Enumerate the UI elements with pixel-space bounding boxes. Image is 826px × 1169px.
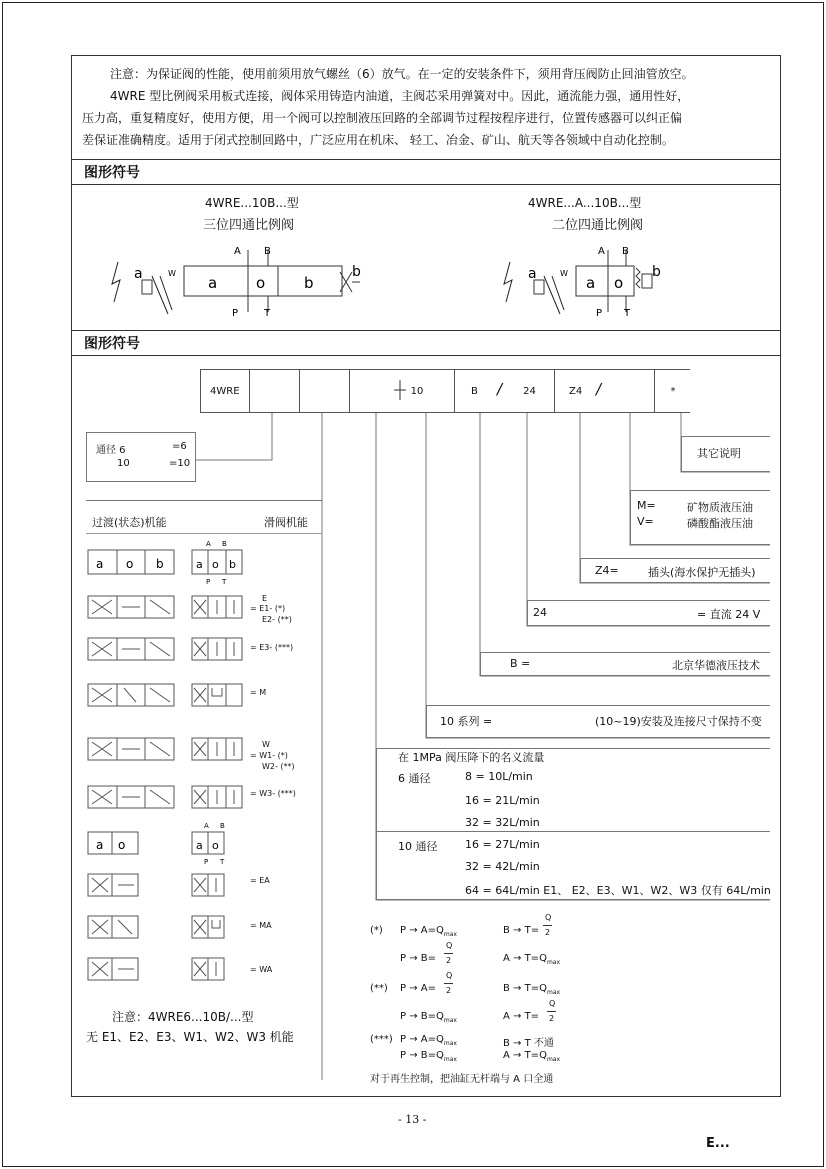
fn-pos-o2: o <box>212 558 219 571</box>
fraction-num: Q <box>549 999 556 1008</box>
regen-note: 对于再生控制，把油缸无杆端与 A 口全通 <box>370 1074 554 1085</box>
fraction-bar <box>444 983 453 984</box>
symbol-left-name: 三位四通比例阀 <box>203 218 295 233</box>
fraction-num: Q <box>446 941 453 950</box>
divider <box>86 533 322 534</box>
brand-key: B = <box>510 657 531 670</box>
fn-label-e2: E2- (**) <box>262 615 292 624</box>
label-port-a: A <box>598 246 605 257</box>
flow-title: 在 1MPa 阀压降下的名义流量 <box>398 751 545 764</box>
flow-d10-row: 32 = 42L/min <box>465 860 540 873</box>
formula-3b: $B \to T=Q_{max}$ <box>503 983 561 996</box>
formula-mark-3: (***) <box>370 1034 393 1045</box>
fn-label-ma: = MA <box>250 921 272 930</box>
fn2-pos-a2: a <box>196 839 203 852</box>
flow-d10-label: 10 通径 <box>398 840 438 853</box>
label-side-a: a <box>134 266 143 282</box>
label-pos-o: o <box>256 274 266 292</box>
fraction-den: 2 <box>446 986 452 995</box>
size-label-6: 通径 6 <box>96 445 126 456</box>
fn-pos-a2: a <box>196 558 203 571</box>
fn-port-a: A <box>206 540 211 548</box>
fraction-den: 2 <box>545 928 551 937</box>
formula-4a: $P \to B=Q_{max}$ <box>400 1011 457 1024</box>
label-pos-b: b <box>304 274 314 292</box>
code-cell-other: * <box>670 385 676 397</box>
flow-d6-label: 6 通径 <box>398 772 431 785</box>
label-port-b: B <box>622 246 629 257</box>
fn2-port-b: B <box>220 822 225 830</box>
code-slash-2: / <box>596 380 602 398</box>
label-port-t: T <box>264 308 271 319</box>
fn2-pos-o: o <box>118 838 126 852</box>
intro-line-4: 差保证准确精度。适用于闭式控制回路中，广泛应用在机床、 轻工、冶金、矿山、航天等各领域中自动化控制。 <box>82 133 674 147</box>
formula-6a: $P \to B=Q_{max}$ <box>400 1050 457 1063</box>
formula-1b: B → T= <box>503 925 540 936</box>
flow-d6-row: 8 = 10L/min <box>465 770 533 783</box>
functions-head-spool: 滑阀机能 <box>264 516 308 529</box>
size-box <box>86 432 196 482</box>
function-positions-row <box>86 536 266 586</box>
intro-line-2: 4WRE 型比例阀采用板式连接，阀体采用铸造内油道，主阀芯采用弹簧对中。因此，通流能力强，通用性好， <box>110 89 690 103</box>
plug-value: 插头(海水保护无插头) <box>648 566 756 579</box>
symbol-right-name: 二位四通比例阀 <box>552 218 644 233</box>
size-eq-10: =10 <box>169 458 191 469</box>
formula-5a: $P \to A=Q_{max}$ <box>400 1034 457 1047</box>
label-spring-w: W <box>168 269 176 278</box>
fraction-den: 2 <box>446 956 452 965</box>
divider <box>376 831 770 832</box>
code-cell-brand: B <box>471 385 478 397</box>
fn-label-w2: W2- (**) <box>262 762 295 771</box>
formula-2a: P → B= <box>400 953 437 964</box>
fn-label-e3: = E3- (***) <box>250 643 294 652</box>
label-pos-o: o <box>614 274 624 292</box>
fraction-bar <box>543 925 552 926</box>
symbol-left-model: 4WRE...10B...型 <box>205 196 299 210</box>
fraction-bar <box>547 1011 556 1012</box>
fn-label-e: E <box>262 594 268 603</box>
fn-label-m: = M <box>250 688 267 697</box>
fn-label-w1: = W1- (*) <box>250 751 288 760</box>
flow-d10-row: 16 = 27L/min <box>465 838 540 851</box>
series-value: (10~19)安装及连接尺寸保持不变 <box>595 715 762 728</box>
voltage-key: 24 <box>533 606 547 619</box>
plug-key: Z4= <box>595 564 619 577</box>
fluid-v-key: V= <box>637 515 654 528</box>
label-pos-a: a <box>586 274 596 292</box>
intro-line-1: 注意：为保证阀的性能，使用前须用放气螺丝（6）放气。在一定的安装条件下，须用背压阀防止回油管放空。 <box>110 67 694 81</box>
formula-1a: $P \to A=Q_{max}$ <box>400 925 457 938</box>
flow-d6-row: 32 = 32L/min <box>465 816 540 829</box>
flow-box <box>376 748 770 900</box>
divider <box>86 500 322 501</box>
formula-mark-2: (**) <box>370 983 388 994</box>
fn-port-p: P <box>206 578 211 586</box>
intro-line-3: 压力高，重复精度好，使用方便，用一个阀可以控制液压回路的全部调节过程按程序进行，位置传感器可以纠正偏 <box>82 111 683 125</box>
fn2-port-t: T <box>220 858 225 866</box>
section-title-ordering: 图形符号 <box>84 336 140 352</box>
fn-port-b: B <box>222 540 227 548</box>
code-cell-type: 4WRE <box>200 369 250 413</box>
fraction-num: Q <box>545 913 552 922</box>
function-symbols <box>86 592 256 982</box>
functions-note-1: 注意：4WRE6...10B/...型 <box>112 1010 254 1024</box>
formula-5b: B → T 不通 <box>503 1038 554 1049</box>
label-port-p: P <box>232 308 239 319</box>
fn-label-w3: = W3- (***) <box>250 789 296 798</box>
series-key: 10 系列 = <box>440 715 493 728</box>
formula-4b: A → T= <box>503 1011 540 1022</box>
flow-d6-row: 16 = 21L/min <box>465 794 540 807</box>
formula-2b: $A \to T=Q_{max}$ <box>503 953 561 966</box>
fn2-port-p: P <box>204 858 209 866</box>
fn-pos-o: o <box>126 557 134 571</box>
code-cell-plug: Z4 <box>569 385 583 397</box>
fn-port-t: T <box>222 578 227 586</box>
label-side-b: b <box>652 264 661 280</box>
fluid-v-value: 磷酸酯液压油 <box>687 517 753 530</box>
fraction-bar <box>444 953 453 954</box>
fn-label-ea: = EA <box>250 876 270 885</box>
label-port-b: B <box>264 246 271 257</box>
section-title-symbols: 图形符号 <box>84 165 140 181</box>
fn-pos-b2: b <box>229 558 236 571</box>
label-side-b: b <box>352 264 361 280</box>
label-pos-a: a <box>208 274 218 292</box>
functions-note-2: 无 E1、E2、E3、W1、W2、W3 机能 <box>86 1030 294 1044</box>
label-port-p: P <box>596 308 603 319</box>
size-label-10: 10 <box>117 458 130 469</box>
fn-pos-b: b <box>156 557 164 571</box>
label-port-a: A <box>234 246 241 257</box>
symbol-right-model: 4WRE...A...10B...型 <box>528 196 642 210</box>
fluid-m-value: 矿物质液压油 <box>687 501 753 514</box>
label-spring-w: W <box>560 269 568 278</box>
page-number: - 13 - <box>398 1113 427 1126</box>
functions-head-transition: 过渡(状态)机能 <box>92 516 167 529</box>
fn2-pos-o2: o <box>212 839 219 852</box>
fn-pos-a: a <box>96 557 104 571</box>
code-cell-voltage: 24 <box>505 369 555 413</box>
fn-label-wa: = WA <box>250 965 273 974</box>
fn-label-e1: = E1- (*) <box>250 604 286 613</box>
fluid-m-key: M= <box>637 499 656 512</box>
size-eq-6: =6 <box>172 441 187 452</box>
fn2-pos-a: a <box>96 838 104 852</box>
other-note: 其它说明 <box>697 447 741 460</box>
flow-d10-row: 64 = 64L/min E1、 E2、E3、W1、W2、W3 仅有 64L/min <box>465 884 771 897</box>
formula-6b: $A \to T=Q_{max}$ <box>503 1050 561 1063</box>
label-side-a: a <box>528 266 537 282</box>
brand-value: 北京华德液压技术 <box>672 659 760 672</box>
code-cell-series: 10 <box>350 369 455 413</box>
fn2-port-a: A <box>204 822 209 830</box>
code-slash-1: / <box>497 380 503 398</box>
fn-label-w: W <box>262 740 270 749</box>
corner-mark: E... <box>706 1136 730 1151</box>
fraction-num: Q <box>446 971 453 980</box>
label-port-t: T <box>624 308 631 319</box>
formula-3a: P → A= <box>400 983 436 994</box>
fraction-den: 2 <box>549 1014 555 1023</box>
voltage-value: = 直流 24 V <box>697 608 761 621</box>
formula-mark-1: (*) <box>370 925 383 936</box>
